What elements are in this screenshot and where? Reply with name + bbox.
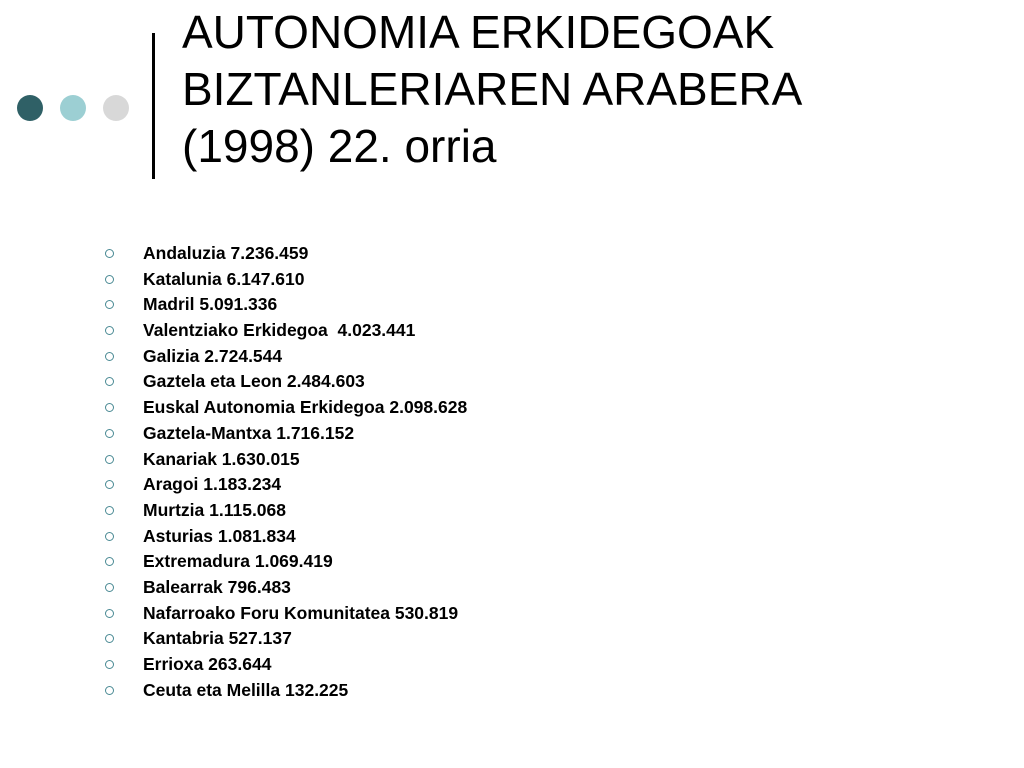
ring-bullet-icon	[105, 557, 114, 566]
ring-bullet-icon	[105, 532, 114, 541]
ring-bullet-icon	[105, 429, 114, 438]
decorative-dot-grey	[103, 95, 129, 121]
list-item	[102, 549, 467, 575]
list-item	[102, 447, 467, 473]
region-entry-text: Balearrak 796.483	[143, 576, 291, 597]
ring-bullet-icon	[105, 352, 114, 361]
ring-bullet-icon	[105, 275, 114, 284]
ring-bullet-icon	[105, 455, 114, 464]
region-entry-text: Gaztela-Mantxa 1.716.152	[143, 422, 355, 443]
region-entry-text: Errioxa 263.644	[143, 654, 272, 674]
ring-bullet-icon	[105, 686, 114, 695]
region-entry-text: Valentziako Erkidegoa 4.023.441	[143, 320, 416, 341]
list-item	[102, 292, 467, 318]
list-item	[102, 652, 467, 678]
list-item	[102, 472, 467, 498]
list-item	[102, 498, 467, 524]
ring-bullet-icon	[105, 300, 114, 309]
ring-bullet-icon	[105, 634, 114, 643]
ring-bullet-icon	[105, 609, 114, 618]
region-entry-text: Andaluzia 7.236.459	[143, 243, 309, 263]
ring-bullet-icon	[105, 249, 114, 258]
list-item	[102, 421, 467, 447]
list-item	[102, 241, 467, 267]
region-entry-text: Kantabria 527.137	[143, 628, 292, 649]
region-entry-text: Ceuta eta Melilla 132.225	[143, 679, 349, 700]
ring-bullet-icon	[105, 583, 114, 592]
region-entry-text: Euskal Autonomia Erkidegoa 2.098.628	[143, 397, 468, 418]
region-entry-text: Gaztela eta Leon 2.484.603	[143, 371, 365, 392]
list-item	[102, 678, 467, 704]
slide-title	[182, 4, 1002, 175]
region-entry-text: Katalunia 6.147.610	[143, 268, 305, 289]
list-item	[102, 626, 467, 652]
region-entry-text: Asturias 1.081.834	[143, 525, 296, 546]
list-item	[102, 344, 467, 370]
ring-bullet-icon	[105, 377, 114, 386]
list-item	[102, 267, 467, 293]
list-item	[102, 575, 467, 601]
decorative-dot-dark	[17, 95, 43, 121]
slide-title-line: AUTONOMIA ERKIDEGOAK	[182, 6, 775, 58]
title-divider-rule	[152, 33, 155, 179]
ring-bullet-icon	[105, 660, 114, 669]
slide-title-line: (1998) 22. orria	[182, 120, 497, 172]
slide-title-line: BIZTANLERIAREN ARABERA	[182, 63, 803, 115]
list-item	[102, 524, 467, 550]
list-item	[102, 369, 467, 395]
region-population-list	[102, 241, 467, 703]
ring-bullet-icon	[105, 403, 114, 412]
region-entry-text: Kanariak 1.630.015	[143, 448, 300, 469]
list-item	[102, 395, 467, 421]
ring-bullet-icon	[105, 480, 114, 489]
region-entry-text: Nafarroako Foru Komunitatea 530.819	[143, 602, 459, 623]
region-entry-text: Extremadura 1.069.419	[143, 551, 333, 572]
ring-bullet-icon	[105, 326, 114, 335]
region-entry-text: Madril 5.091.336	[143, 294, 278, 315]
region-entry-text: Aragoi 1.183.234	[143, 474, 282, 495]
ring-bullet-icon	[105, 506, 114, 515]
list-item	[102, 601, 467, 627]
list-item	[102, 318, 467, 344]
region-entry-text: Murtzia 1.115.068	[143, 499, 286, 520]
region-entry-text: Galizia 2.724.544	[143, 345, 283, 366]
decorative-dot-light-teal	[60, 95, 86, 121]
